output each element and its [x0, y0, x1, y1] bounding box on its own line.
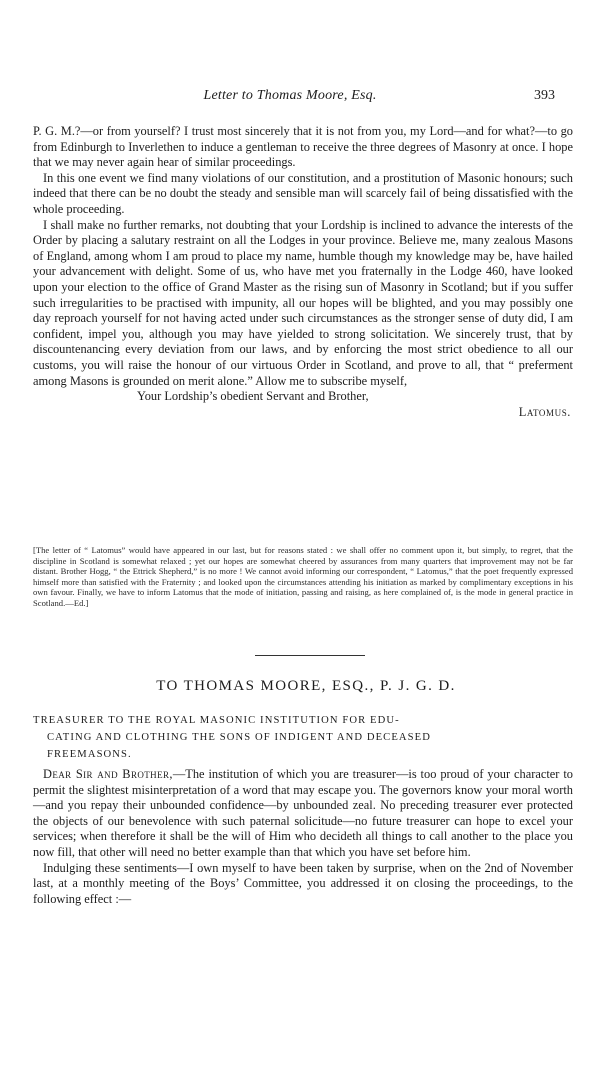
editor-note: [33, 545, 573, 609]
section-subheading: [33, 712, 573, 763]
second-letter: [33, 767, 573, 907]
section-heading: TO THOMAS MOORE, ESQ., P. J. G. D.: [156, 678, 456, 694]
salutation: Dear Sir and Brother,: [43, 767, 173, 781]
paragraph: P. G. M.?—or from yourself? I trust most sincerely that it is not from you, my Lord—and for what?—to go from Edinburgh to Inverlethen to induce a gentleman to receive the three degrees of Masonry at once. I hope that we may never again hear of similar proceedings.: [33, 124, 573, 170]
closing-line: Your Lordship’s obedient Servant and Brother,: [137, 389, 369, 404]
running-head: [0, 88, 612, 108]
paragraph: I shall make no further remarks, not doubting that your Lordship is inclined to advance the interests of the Order by placing a salutary restraint on all the Lodges in your province. Believe me, many zealous Masons of England, among whom I am proud to place my name, humble though my knowledge may be, have hailed your advancement with delight. Some of us, who have met you fraternally in the Lodge 460, have looked upon your election to the office of Grand Master as the rising sun of Masonry in Scotland; but if you suffer such irregularities to be practised with impunity, all our hopes will be blighted, and you may possibly one day reproach yourself for not having acted under such circumstances as the stronger sense of duty did, I am confident, impel you, although you may have yielded to strong solicitation. We sincerely trust, that by discountenancing every deviation from our laws, and by enforcing the most strict obedience to all our customs, you will raise the honour of our virtuous Order in Scotland, and prove to all, that “ preferment among Masons is grounded on merit alone.” Allow me to subscribe myself,: [33, 217, 573, 388]
paragraph: [33, 767, 573, 861]
closing-block: [33, 389, 573, 420]
paragraph: Indulging these sentiments—I own myself to have been taken by surprise, when on the 2nd of November last, at a monthly meeting of the Boys’ Committee, you addressed it on closing the proceedings, to the following effect :—: [33, 860, 573, 906]
running-title: Letter to Thomas Moore, Esq.: [203, 88, 377, 103]
paragraph-text: —The institution of which you are treasurer—is too proud of your character to permit the slightest misinterpretation of a word that may escape you. The governors know your moral worth—and you repay their unbounded confidence—by unbounded zeal. No preceding treasurer ever protected the objects of our benevolence with such paternal solicitude—no future treasurer can hope to excel your services; when therefore it shall be the will of Him who decideth all things to call another to the place you now fill, that other will need no better example than that which you have set before him.: [33, 767, 573, 859]
letter-body: [33, 124, 573, 420]
signature: Latomus.: [518, 404, 571, 419]
subheading-line: CATING AND CLOTHING THE SONS OF INDIGENT AND DECEASED: [47, 732, 431, 743]
subheading-line: TREASURER TO THE ROYAL MASONIC INSTITUTION FOR EDU-: [33, 715, 400, 726]
page-number: 393: [534, 88, 555, 103]
paragraph: In this one event we find many violations of our constitution, and a prostitution of Masonic honours; such indeed that there can be no doubt the steady and sensible man will scarcely fail of being dissatisfied with the whole proceeding.: [33, 170, 573, 216]
section-divider: [255, 655, 365, 656]
editor-note-text: [The letter of “ Latomus” would have appeared in our last, but for reasons stated : we shall offer no comment upon it, but simply, to regret, that the discipline in Scotland is somewhat relaxed ; yet our hopes are somewhat cheered by assurances from many quarters that improvement may not be far distant. Brother Hogg, “ the Ettrick Shepherd,” is no more ! We cannot avoid informing our correspondent, “ Latomus,” that the poet frequently expressed himself more than satisfied with the Fraternity ; and looked upon the circumstances attending his initiation as marked by complimentary exceptions in his own favour. Finally, we have to inform Latomus that the mode of initiation, passing and raising, as here complained of, is the mode in general practice in Scotland.—Ed.]: [33, 545, 573, 608]
subheading-line: FREEMASONS.: [47, 749, 132, 760]
